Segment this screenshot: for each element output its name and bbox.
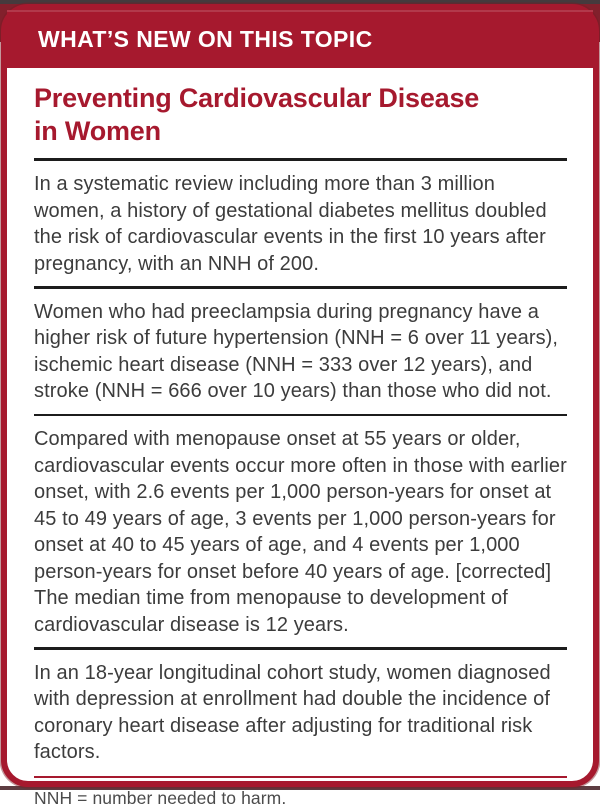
divider bbox=[34, 158, 567, 161]
key-point-3: Compared with menopause onset at 55 years or older, cardiovascular events occur more often in those with earlier onset, with 2.6 events per 1,000 person-years for onset at 45 to 49 years of age, 3 events per 1,000 person-years for onset at 40 to 45 years of age, and 4 events per 1,000 person-years for onset before 40 years of age. [corrected] The median time from menopause to development of cardiovascular disease is 12 years. bbox=[34, 428, 567, 636]
article-title: Preventing Cardiovascular Disease in Women bbox=[34, 83, 480, 146]
banner-title: WHAT’S NEW ON THIS TOPIC bbox=[38, 25, 373, 52]
whats-new-banner bbox=[7, 10, 593, 68]
divider bbox=[34, 647, 567, 650]
card-body bbox=[7, 68, 593, 809]
footnote: NNH = number needed to harm. bbox=[34, 788, 287, 808]
key-point-2: Women who had preeclampsia during pregnancy have a higher risk of future hypertension (NNH = 6 over 11 years), ischemic heart disease (NNH = 333 over 12 years), and stroke (NNH = 666 over 10 years) than those who did not. bbox=[34, 300, 559, 402]
key-point-1: In a systematic review including more than 3 million women, a history of gestational diabetes mellitus doubled the risk of cardiovascular events in the first 10 years after pregnancy, with an NNH of 200. bbox=[34, 173, 547, 275]
divider bbox=[34, 286, 567, 289]
footnote-divider bbox=[34, 776, 567, 779]
key-point-4: In an 18-year longitudinal cohort study, women diagnosed with depression at enrollment had double the incidence of coronary heart disease after adjusting for traditional risk factors. bbox=[34, 661, 551, 763]
whats-new-card bbox=[1, 4, 599, 808]
divider bbox=[34, 414, 567, 417]
